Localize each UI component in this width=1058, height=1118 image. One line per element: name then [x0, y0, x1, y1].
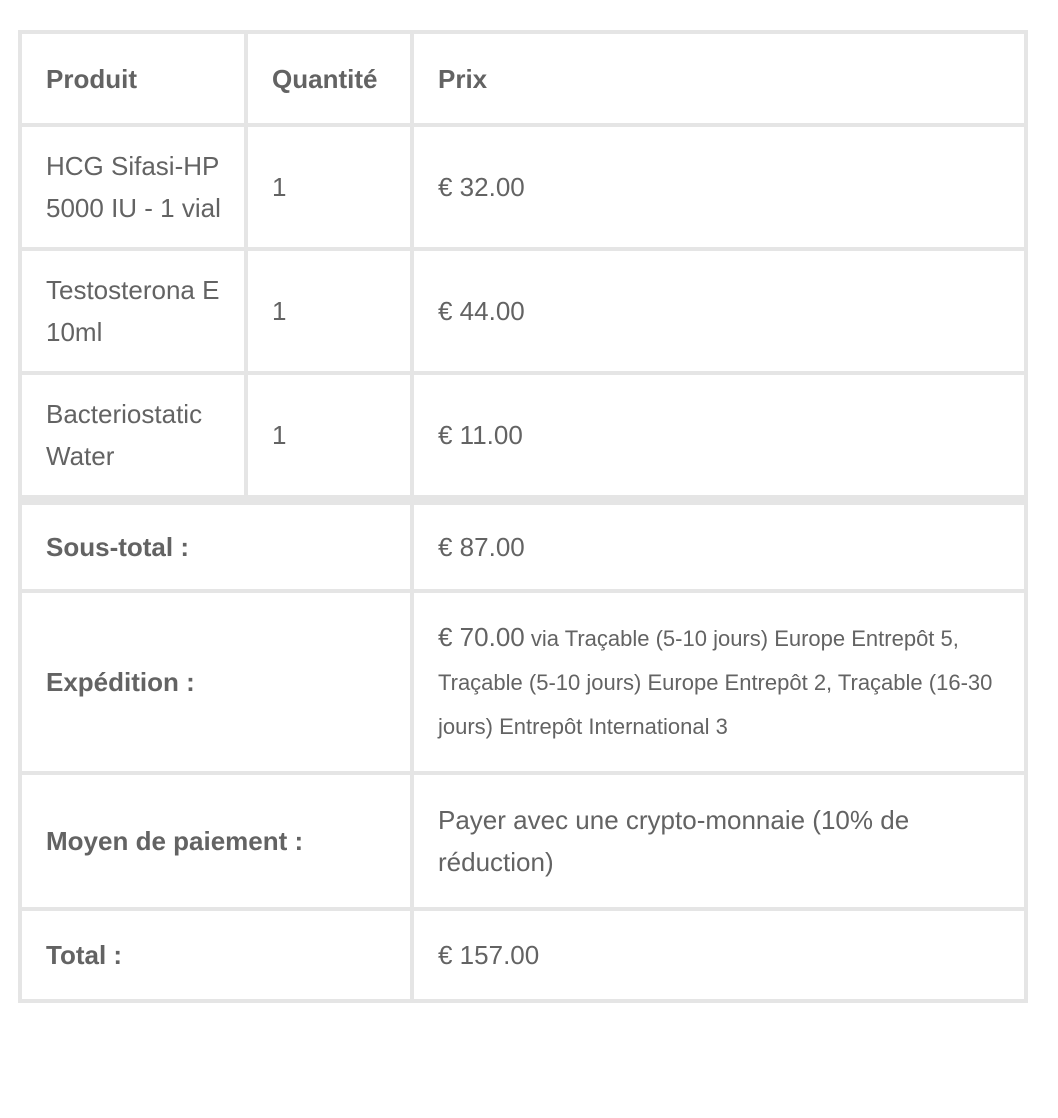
payment-method-row: [20, 773, 1026, 909]
total-label: Total :: [20, 909, 412, 1001]
product-price: € 11.00: [412, 373, 1026, 500]
subtotal-label: Sous-total :: [20, 500, 412, 591]
table-row: [20, 125, 1026, 249]
product-name: HCG Sifasi-HP 5000 IU - 1 vial: [20, 125, 246, 249]
shipping-amount: € 70.00: [438, 622, 525, 652]
header-quantity: Quantité: [246, 32, 412, 125]
shipping-row: [20, 591, 1026, 773]
subtotal-row: [20, 500, 1026, 591]
total-value: € 157.00: [412, 909, 1026, 1001]
shipping-method: via Traçable (5-10 jours) Europe Entrepôt 5, Traçable (5-10 jours) Europe Entrepôt 2, Traçable (16-30 jours) Entrepôt International 3: [438, 626, 993, 739]
shipping-value: [412, 591, 1026, 773]
product-price: € 32.00: [412, 125, 1026, 249]
table-row: [20, 249, 1026, 373]
product-price: € 44.00: [412, 249, 1026, 373]
header-price: Prix: [412, 32, 1026, 125]
payment-method-value: Payer avec une crypto-monnaie (10% de réduction): [412, 773, 1026, 909]
table-header-row: [20, 32, 1026, 125]
table-row: [20, 373, 1026, 500]
product-name: Testosterona E 10ml: [20, 249, 246, 373]
order-details-table: [18, 30, 1028, 1003]
product-name: Bacteriostatic Water: [20, 373, 246, 500]
subtotal-value: € 87.00: [412, 500, 1026, 591]
product-quantity: 1: [246, 249, 412, 373]
product-quantity: 1: [246, 373, 412, 500]
header-product: Produit: [20, 32, 246, 125]
payment-method-label: Moyen de paiement :: [20, 773, 412, 909]
product-quantity: 1: [246, 125, 412, 249]
total-row: [20, 909, 1026, 1001]
shipping-label: Expédition :: [20, 591, 412, 773]
